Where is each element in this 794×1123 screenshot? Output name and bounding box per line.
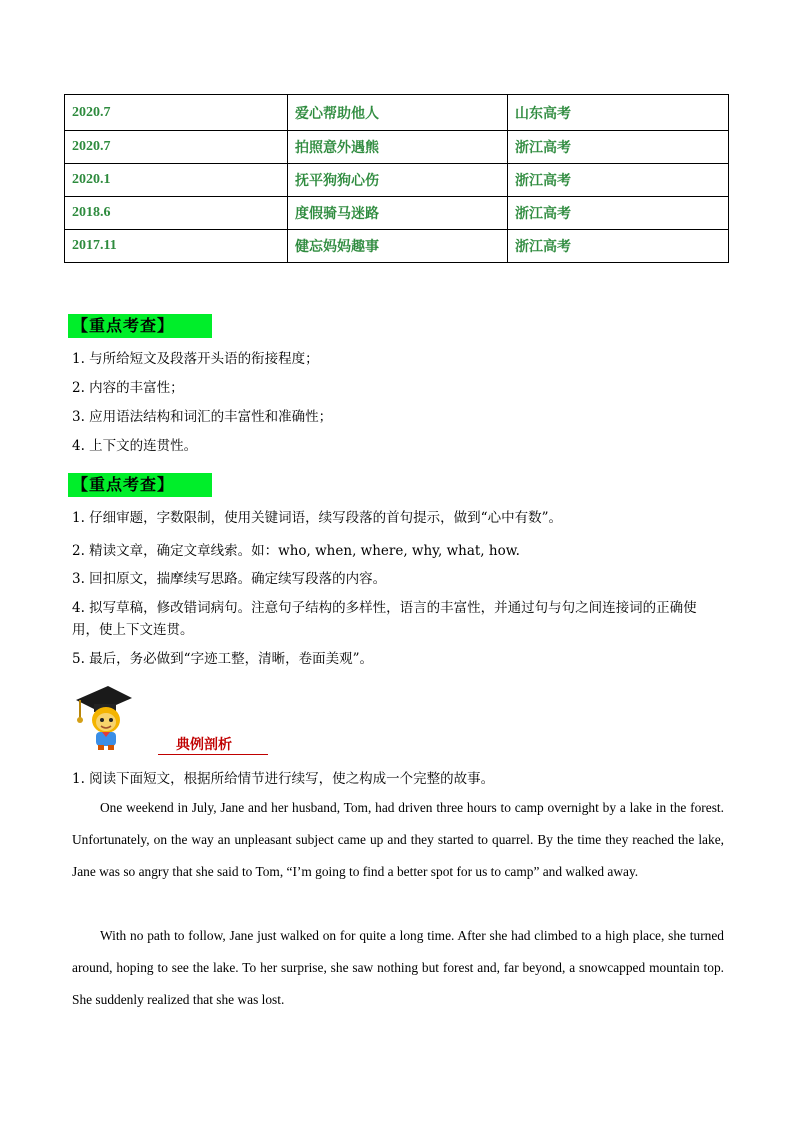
list-item: 5. 最后，务必做到“字迹工整，清晰，卷面美观”。 [72,651,373,667]
source-cell: 山东高考 [508,95,729,131]
list-item: 4. 拟写草稿，修改错词病句。注意句子结构的多样性，语言的丰富性，并通过句与句之间连接词的正确使 [72,600,697,616]
list-item: 3. 回扣原文，揣摩续写思路。确定续写段落的内容。 [72,571,387,587]
year-cell: 2017.11 [65,230,288,263]
list-item: 用，使上下文连贯。 [72,622,194,638]
list-item: 4. 上下文的连贯性。 [72,438,198,454]
table-row [65,197,729,230]
table-row [65,131,729,164]
year-cell: 2020.7 [65,95,288,131]
list-item: 2. 精读文章，确定文章线索。如：who, when, where, why, what, how. [72,543,520,559]
list-item: 1. 仔细审题，字数限制，使用关键词语，续写段落的首句提示，做到“心中有数”。 [72,510,562,526]
topic-cell: 抚平狗狗心伤 [288,164,508,197]
table-row [65,230,729,263]
year-cell: 2020.7 [65,131,288,164]
exam-topic-table [64,94,729,263]
list-item: 1. 与所给短文及段落开头语的衔接程度； [72,351,319,367]
topic-cell: 爱心帮助他人 [288,95,508,131]
source-cell: 浙江高考 [508,164,729,197]
story-paragraph: One weekend in July, Jane and her husband, Tom, had driven three hours to camp overnight by a lake in the forest. Unfortunately, on the way an unpleasant subject came up and they started to quarrel. By the time they reached the lake, Jane was so angry that she said to Tom, “I’m going to find a better spot for us to camp” and walked away. [72,800,724,879]
year-cell: 2020.1 [65,164,288,197]
source-cell: 浙江高考 [508,230,729,263]
instruction-text: 1. 阅读下面短文，根据所给情节进行续写，使之构成一个完整的故事。 [72,771,495,787]
source-cell: 浙江高考 [508,131,729,164]
section-title-key-points: 【重点考查】 [68,314,212,338]
topic-cell: 度假骑马迷路 [288,197,508,230]
topic-cell: 健忘妈妈趣事 [288,230,508,263]
table-row [65,95,729,131]
graduate-mascot-icon [72,682,136,752]
table-row [65,164,729,197]
topic-cell: 拍照意外遇熊 [288,131,508,164]
story-paragraph: With no path to follow, Jane just walked on for quite a long time. After she had climbed to a high place, she turned around, hoping to see the lake. To her surprise, she saw nothing but forest and, far beyond, a snowcapped mountain top. She suddenly realized that she was lost. [72,928,724,1007]
year-cell: 2018.6 [65,197,288,230]
section-title-method: 【重点考查】 [68,473,212,497]
example-analysis-heading: 典例剖析 [158,737,268,755]
source-cell: 浙江高考 [508,197,729,230]
list-item: 2. 内容的丰富性； [72,380,184,396]
list-item: 3. 应用语法结构和词汇的丰富性和准确性； [72,409,333,425]
